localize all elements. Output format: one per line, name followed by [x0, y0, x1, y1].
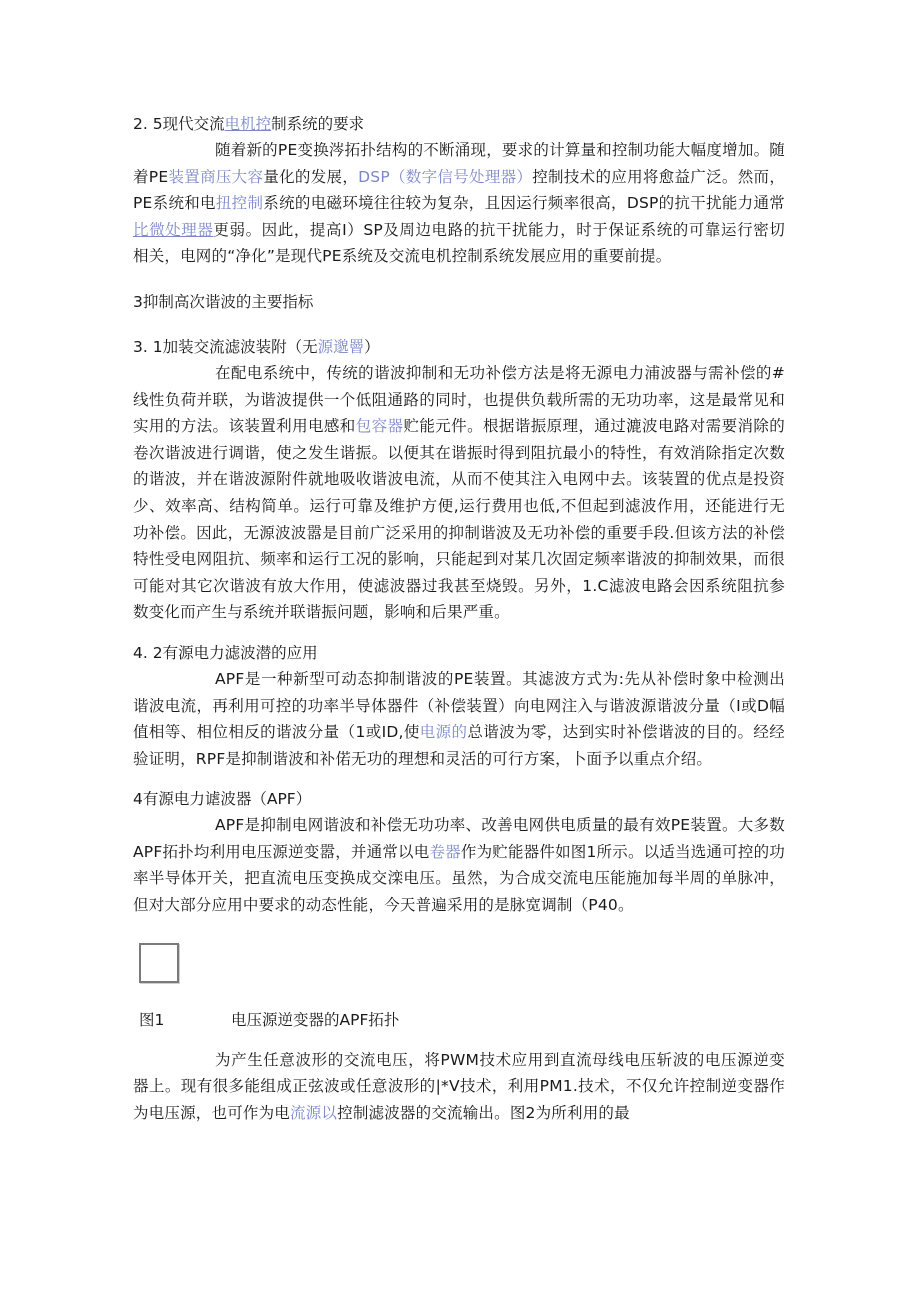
microprocessor-link[interactable]: 比微处理器	[133, 220, 214, 239]
capacitor-link[interactable]: 卷器	[429, 842, 461, 861]
section-4-paragraph: APF是抑制电网谐波和补偿无功功率、改善电网供电质量的最有效PE装置。大多数APF拓扑均利用电压源逆变嚣，并通常以电卷器作为贮能器件如图1所示。以适当选通可控的功率半导体开关，把直流电压变换成交滦电压。虽然，为合成交流电压能施加每半周的单脉冲，但对大部分应用中要求的动态性能，今天普遍采用的是脉宽调制（P40。	[133, 816, 785, 915]
power-source-link[interactable]: 电源的	[419, 723, 468, 742]
dsp-link[interactable]: DSP（数字信号处理器）	[358, 167, 533, 186]
figure-number: 图1	[139, 1010, 165, 1029]
figure-1-caption	[139, 1007, 785, 1033]
passive-device-link[interactable]: 源邈罾	[317, 337, 365, 356]
motor-control-link[interactable]: 电机控	[224, 115, 272, 133]
section-4-heading: 4有源电力谑波器（APF）	[133, 790, 312, 809]
section-3-1-heading: 3. 1加装交流滤波装附（无源邈罾）	[133, 337, 380, 356]
section-3-1-paragraph: 在配电系统中，传统的谐波抑制和无功补偿方法是将无源电力浦波器与需补偿的#线性负荷并联，为谐波提供一个低阻通路的同时，也提供负载所需的无功功率，这是最常见和实用的方法。该装置利用电感和包容器贮能元件。根据谐振原理，通过漉波电路对需要消除的卷次谐波进行调谐，使之发生谐振。以便其在谐振时得到阻抗最小的特性，有效消除指定次数的谐波，并在谐波源附件就地吸收谐波电流，从而不使其注入电网中去。该装置的优点是投资少、效率高、结构简单。运行可靠及维护方便,运行费用也低,不但起到滤波作用，还能进行无功补偿。因此，无源波波嚣是目前广泛采用的抑制谐波及无功补偿的重要手段.但该方法的补偿特性受电网阻抗、频率和运行工况的影响，只能起到对某几次固定频率谐波的抑制效果，而很可能对其它次谐波有放大作用，使滤波器过我甚至烧毁。另外，1.C滤波电路会因系统阻抗参数变化而产生与系统并联谐振问题，影响和后果严重。	[133, 363, 785, 622]
heading-text: 制系统的要求	[271, 115, 365, 133]
pwm-paragraph: 为产生任意波形的交流电压，将PWM技术应用到直流母线电压斩波的电压源逆变器上。现有很多能组成正弦波或任意波形的|*V技术，利用PM1.技术，不仅允许控制逆变器作为电压源，也可作为电流源以控制滤波器的交流输出。图2为所利用的最	[133, 1050, 785, 1122]
figure-1-placeholder-image	[139, 943, 179, 983]
section-3-heading: 3抑制高次谐波的主要指标	[133, 292, 314, 311]
document-body	[133, 111, 785, 1126]
section-2-5-paragraph: 随着新的PE变换涔拓扑结构的不断涌现，要求的计算量和控制功能大幅度增加。随着PE装置商压大容量化的发展，DSP（数字信号处理器）控制技术的应用将愈益广泛。然而，PE系统和电扭控制系统的电磁环境往往较为复杂，且因运行频率很高，DSP的抗干扰能力通常比微处理器更弱。因此，提高I）SP及周边电路的抗干扰能力，时于保证系统的可靠运行密切相关，电网的“净化”是现代PE系统及交流电机控制系统发展应用的重要前提。	[133, 141, 786, 266]
figure-title: 电压源逆变器的APF拓扑	[231, 1010, 400, 1029]
control-link[interactable]: 扭控制	[215, 194, 264, 213]
section-4-2-heading: 4. 2有源电力滤波潜的应用	[133, 643, 318, 662]
capacitor-link[interactable]: 包容器	[355, 417, 404, 436]
device-capacity-link[interactable]: 装置商压大容	[168, 167, 264, 186]
section-4-2-paragraph: APF是一种新型可动态抑制谐波的PE装置。其滤波方式为:先从补偿时象中检测出谐波电流，再利用可控的功率半导体器件（补偿装置）向电网注入与谐波源谐波分量（I或D幅值相等、相位相反的谐波分量（1或ID,使电源的总谐波为零，达到实时补偿谐波的目的。经经验证明，RPF是抑制谐波和补偌无功的理想和灵活的可行方案，卜面予以重点介绍。	[133, 669, 785, 768]
section-2-5-heading	[133, 111, 785, 137]
current-source-link[interactable]: 流源以	[290, 1103, 338, 1122]
heading-text: 2. 5现代交流	[133, 115, 225, 133]
